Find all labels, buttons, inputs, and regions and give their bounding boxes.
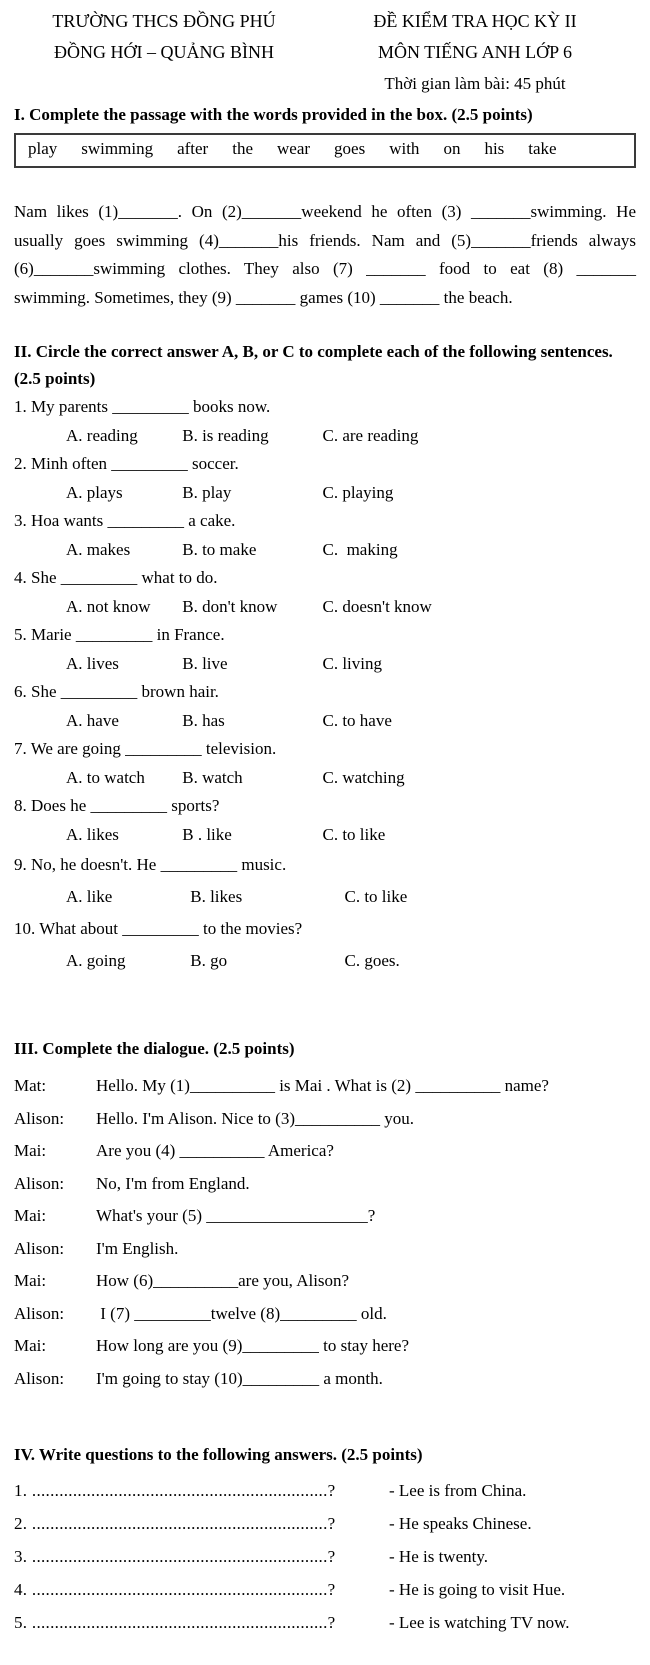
speaker-label: Mai: bbox=[14, 1336, 47, 1355]
question-9 bbox=[14, 849, 636, 913]
dialogue-line bbox=[14, 1233, 636, 1266]
question-8 bbox=[14, 792, 636, 849]
question-options bbox=[14, 881, 636, 913]
option-a: A. not know bbox=[66, 596, 151, 616]
option-a: A. plays bbox=[66, 482, 123, 502]
question-options bbox=[14, 422, 636, 451]
dialogue-text: What's your (5) ___________________? bbox=[96, 1206, 376, 1225]
dialogue-line bbox=[14, 1265, 636, 1298]
write-question-item bbox=[14, 1606, 636, 1639]
question-blank-line: 5. .................................................................? bbox=[14, 1613, 336, 1632]
dialogue-line bbox=[14, 1135, 636, 1168]
section2-title: II. Circle the correct answer A, B, or C to complete each of the following sentences. (2.5 points) bbox=[14, 342, 613, 388]
option-c: C. living bbox=[322, 653, 383, 673]
question-blank-line: 4. .................................................................? bbox=[14, 1580, 336, 1599]
word-box bbox=[14, 133, 636, 168]
question-text: 8. Does he _________ sports? bbox=[14, 796, 220, 815]
dialogue-text: I'm English. bbox=[96, 1238, 179, 1258]
option-c: C. to like bbox=[322, 824, 386, 844]
answer-text: - He is twenty. bbox=[389, 1547, 488, 1566]
dialogue-line bbox=[14, 1103, 636, 1136]
box-word: goes bbox=[334, 139, 366, 158]
question-5 bbox=[14, 621, 636, 678]
box-word: swimming bbox=[81, 139, 154, 158]
option-c: C. to have bbox=[322, 710, 392, 730]
speaker-label: Alison: bbox=[14, 1368, 65, 1388]
section3-title: III. Complete the dialogue. (2.5 points) bbox=[14, 1039, 295, 1058]
multiple-choice-questions bbox=[14, 393, 636, 977]
option-a: A. like bbox=[66, 887, 113, 906]
question-text: 2. Minh often _________ soccer. bbox=[14, 454, 239, 473]
option-b: B. go bbox=[190, 951, 228, 970]
box-word: after bbox=[177, 139, 209, 158]
option-b: B. to make bbox=[182, 539, 257, 559]
exam-header bbox=[14, 6, 636, 99]
option-c: C. making bbox=[322, 539, 398, 559]
box-word: wear bbox=[277, 139, 311, 158]
option-b: B. don't know bbox=[182, 596, 278, 616]
box-word: the bbox=[232, 139, 253, 158]
answer-text: - He speaks Chinese. bbox=[389, 1514, 532, 1533]
question-text: 7. We are going _________ television. bbox=[14, 739, 277, 758]
school-location: ĐỒNG HỚI – QUẢNG BÌNH bbox=[54, 42, 274, 62]
section1-title: I. Complete the passage with the words provided in the box. (2.5 points) bbox=[14, 105, 533, 124]
box-word: with bbox=[389, 139, 420, 158]
option-b: B. likes bbox=[190, 887, 243, 906]
speaker-label: Mat: bbox=[14, 1076, 47, 1095]
speaker-label: Mai: bbox=[14, 1271, 47, 1290]
option-c: C. doesn't know bbox=[322, 596, 432, 616]
speaker-label: Mai: bbox=[14, 1141, 47, 1160]
question-6 bbox=[14, 678, 636, 735]
question-text: 3. Hoa wants _________ a cake. bbox=[14, 511, 236, 530]
write-question-item bbox=[14, 1474, 636, 1507]
option-a: A. likes bbox=[66, 824, 119, 844]
answer-text: - Lee is from China. bbox=[389, 1481, 527, 1500]
dialogue-text: Are you (4) __________ America? bbox=[96, 1141, 334, 1160]
question-text: 10. What about _________ to the movies? bbox=[14, 919, 303, 938]
box-word: play bbox=[28, 139, 58, 158]
dialogue-text: I (7) _________twelve (8)_________ old. bbox=[96, 1303, 387, 1323]
option-c: C. watching bbox=[322, 767, 405, 787]
box-word: on bbox=[443, 139, 461, 158]
exam-info-block bbox=[314, 6, 636, 99]
option-b: B. watch bbox=[182, 767, 243, 787]
section4-title: IV. Write questions to the following answers. (2.5 points) bbox=[14, 1445, 423, 1464]
option-b: B. is reading bbox=[182, 425, 269, 445]
question-options bbox=[14, 479, 636, 508]
question-options bbox=[14, 707, 636, 736]
answer-text: - Lee is watching TV now. bbox=[389, 1613, 570, 1632]
option-a: A. have bbox=[66, 710, 119, 730]
question-4 bbox=[14, 564, 636, 621]
question-options bbox=[14, 821, 636, 850]
speaker-label: Alison: bbox=[14, 1303, 65, 1323]
question-blank-line: 2. .................................................................? bbox=[14, 1514, 336, 1533]
box-word: his bbox=[484, 139, 505, 158]
option-b: B. has bbox=[182, 710, 225, 730]
dialogue-text: Hello. My (1)__________ is Mai . What is (2) __________ name? bbox=[96, 1076, 549, 1095]
question-options bbox=[14, 536, 636, 565]
exam-title: ĐỀ KIỂM TRA HỌC KỲ II bbox=[373, 11, 577, 31]
dialogue-text: Hello. I'm Alison. Nice to (3)__________ you. bbox=[96, 1108, 415, 1128]
option-a: A. going bbox=[66, 951, 126, 970]
school-block bbox=[14, 6, 314, 99]
exam-duration: Thời gian làm bài: 45 phút bbox=[384, 74, 566, 93]
dialogue-line bbox=[14, 1070, 636, 1103]
question-options bbox=[14, 650, 636, 679]
dialogue-text: How (6)__________are you, Alison? bbox=[96, 1271, 350, 1290]
question-blank-line: 3. .................................................................? bbox=[14, 1547, 336, 1566]
option-c: C. goes. bbox=[344, 951, 400, 970]
dialogue bbox=[14, 1070, 636, 1395]
question-text: 9. No, he doesn't. He _________ music. bbox=[14, 855, 287, 874]
write-question-item bbox=[14, 1540, 636, 1573]
dialogue-text: I'm going to stay (10)_________ a month. bbox=[96, 1368, 383, 1388]
question-options bbox=[14, 945, 636, 977]
question-text: 6. She _________ brown hair. bbox=[14, 682, 219, 701]
dialogue-line bbox=[14, 1298, 636, 1331]
question-blank-line: 1. .................................................................? bbox=[14, 1481, 336, 1500]
school-name: TRƯỜNG THCS ĐỒNG PHÚ bbox=[52, 11, 276, 31]
dialogue-line bbox=[14, 1168, 636, 1201]
option-b: B. live bbox=[182, 653, 228, 673]
option-c: C. playing bbox=[322, 482, 394, 502]
dialogue-text: No, I'm from England. bbox=[96, 1173, 250, 1193]
dialogue-line bbox=[14, 1363, 636, 1396]
passage-line: Nam likes (1)_______. On (2)_______weekend he often (3) _______swimming. He bbox=[14, 202, 636, 221]
option-a: A. makes bbox=[66, 539, 131, 559]
question-text: 4. She _________ what to do. bbox=[14, 568, 218, 587]
option-b: B. play bbox=[182, 482, 232, 502]
speaker-label: Alison: bbox=[14, 1173, 65, 1193]
write-question-item bbox=[14, 1507, 636, 1540]
question-2 bbox=[14, 450, 636, 507]
write-questions-list bbox=[14, 1474, 636, 1639]
answer-text: - He is going to visit Hue. bbox=[389, 1580, 566, 1599]
question-7 bbox=[14, 735, 636, 792]
write-question-item bbox=[14, 1573, 636, 1606]
question-1 bbox=[14, 393, 636, 450]
option-a: A. to watch bbox=[66, 767, 145, 787]
option-a: A. lives bbox=[66, 653, 119, 673]
passage-line: swimming. Sometimes, they (9) _______ games (10) _______ the beach. bbox=[14, 287, 513, 307]
passage-line: (6)_______swimming clothes. They also (7) _______ food to eat (8) _______ bbox=[14, 259, 636, 278]
passage-line: usually goes swimming (4)_______his friends. Nam and (5)_______friends always bbox=[14, 230, 636, 250]
dialogue-text: How long are you (9)_________ to stay here? bbox=[96, 1336, 410, 1355]
option-b: B . like bbox=[182, 824, 232, 844]
question-10 bbox=[14, 913, 636, 977]
cloze-passage bbox=[14, 198, 636, 312]
speaker-label: Mai: bbox=[14, 1206, 47, 1225]
question-3 bbox=[14, 507, 636, 564]
box-word: take bbox=[528, 139, 557, 158]
question-text: 1. My parents _________ books now. bbox=[14, 397, 271, 416]
speaker-label: Alison: bbox=[14, 1108, 65, 1128]
option-a: A. reading bbox=[66, 425, 138, 445]
question-text: 5. Marie _________ in France. bbox=[14, 625, 225, 644]
question-options bbox=[14, 764, 636, 793]
question-options bbox=[14, 593, 636, 622]
dialogue-line bbox=[14, 1200, 636, 1233]
option-c: C. are reading bbox=[322, 425, 419, 445]
dialogue-line bbox=[14, 1330, 636, 1363]
option-c: C. to like bbox=[344, 887, 408, 906]
exam-subject: MÔN TIẾNG ANH LỚP 6 bbox=[377, 42, 572, 62]
speaker-label: Alison: bbox=[14, 1238, 65, 1258]
